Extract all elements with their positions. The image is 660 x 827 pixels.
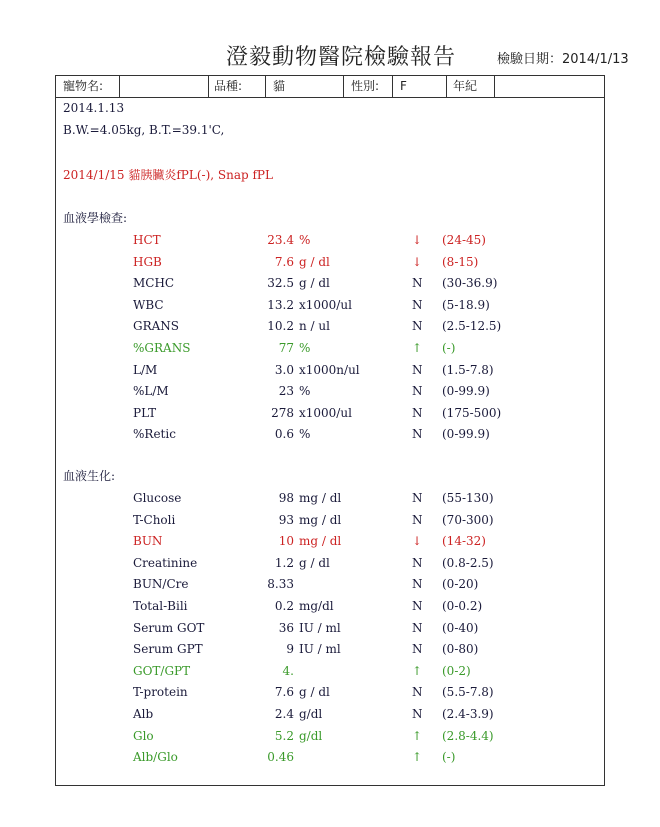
test-unit: x1000/ul: [299, 297, 352, 312]
test-name: %Retic: [133, 427, 176, 442]
result-flag: N: [412, 427, 423, 442]
test-name: T-Choli: [133, 512, 176, 527]
divider: [392, 76, 393, 97]
test-name: WBC: [133, 297, 164, 312]
reference-range: (-): [442, 750, 456, 765]
test-value: 0.6: [274, 427, 294, 442]
test-unit: g / dl: [299, 276, 330, 291]
test-value: 8.33: [267, 577, 294, 592]
result-flag: N: [412, 620, 423, 635]
report-date: 檢驗日期：2014/1/13: [497, 52, 629, 67]
pet-name-label: 寵物名:: [63, 79, 104, 93]
test-name: MCHC: [133, 276, 175, 291]
test-unit: IU / ml: [299, 620, 341, 635]
result-row: [56, 427, 604, 447]
reference-range: (30-36.9): [442, 276, 498, 291]
result-row: [56, 621, 604, 641]
test-value: 23: [278, 384, 294, 399]
vitals: B.W.=4.05kg, B.T.=39.1'C,: [63, 123, 225, 137]
reference-range: (5.5-7.8): [442, 685, 494, 700]
result-row: [56, 707, 604, 727]
result-flag: N: [412, 384, 423, 399]
result-row: [56, 406, 604, 426]
test-name: HGB: [133, 254, 162, 269]
result-row: [56, 233, 604, 253]
test-name: GRANS: [133, 319, 180, 334]
test-value: 4.: [282, 663, 294, 678]
breed-label: 品種:: [214, 79, 243, 93]
reference-range: (1.5-7.8): [442, 362, 494, 377]
test-name: T-protein: [133, 685, 188, 700]
result-row: [56, 319, 604, 339]
result-row: [56, 577, 604, 597]
result-flag: ↑: [412, 663, 423, 678]
divider: [119, 76, 120, 97]
result-flag: N: [412, 276, 423, 291]
result-row: [56, 664, 604, 684]
result-flag: ↓: [412, 254, 423, 269]
test-unit: x1000n/ul: [299, 362, 360, 377]
test-value: 10.2: [267, 319, 294, 334]
test-value: 13.2: [267, 297, 294, 312]
reference-range: (-): [442, 341, 456, 355]
divider: [208, 76, 209, 97]
reference-range: (0-40): [442, 620, 479, 635]
hematology-heading: 血液學檢查:: [63, 211, 128, 225]
test-value: 36: [278, 620, 294, 635]
result-row: [56, 729, 604, 749]
result-row: [56, 750, 604, 770]
test-name: Alb: [133, 707, 154, 721]
test-name: L/M: [133, 362, 158, 377]
test-unit: %: [299, 427, 311, 442]
test-name: GOT/GPT: [133, 663, 191, 678]
reference-range: (0-20): [442, 577, 479, 592]
result-flag: N: [412, 577, 423, 592]
result-flag: N: [412, 491, 423, 505]
test-name: HCT: [133, 233, 161, 247]
test-value: 7.6: [274, 685, 294, 700]
test-unit: mg/dl: [299, 599, 334, 613]
divider: [343, 76, 344, 97]
age-label: 年紀: [453, 79, 478, 93]
test-name: Glucose: [133, 491, 182, 505]
reference-range: (0-0.2): [442, 599, 483, 613]
test-value: 3.0: [274, 362, 294, 377]
test-name: Total-Bili: [133, 599, 188, 613]
reference-range: (0.8-2.5): [442, 555, 494, 570]
result-row: [56, 384, 604, 404]
result-flag: N: [412, 319, 423, 334]
reference-range: (0-80): [442, 642, 479, 657]
visit-date: 2014.1.13: [63, 101, 125, 115]
reference-range: (5-18.9): [442, 297, 490, 312]
test-name: Serum GOT: [133, 620, 205, 635]
test-unit: g/dl: [299, 707, 323, 721]
test-unit: %: [299, 233, 311, 247]
test-unit: mg / dl: [299, 534, 342, 549]
test-value: 10: [278, 534, 294, 549]
reference-range: (2.8-4.4): [442, 728, 494, 743]
reference-range: (0-2): [442, 663, 471, 678]
test-value: 98: [278, 491, 294, 505]
report-title: 澄毅動物醫院檢驗報告: [226, 45, 457, 70]
test-unit: g / dl: [299, 555, 330, 570]
test-name: %L/M: [133, 384, 169, 399]
sex-label: 性別:: [351, 79, 380, 93]
test-value: 7.6: [274, 254, 294, 269]
result-flag: ↑: [412, 728, 423, 743]
test-value: 5.2: [274, 728, 294, 743]
test-name: %GRANS: [133, 341, 191, 355]
result-row: [56, 513, 604, 533]
reference-range: (8-15): [442, 254, 479, 269]
test-unit: g / dl: [299, 685, 330, 700]
test-unit: mg / dl: [299, 512, 342, 527]
test-unit: g / dl: [299, 254, 330, 269]
result-row: [56, 491, 604, 511]
patient-header: [56, 76, 604, 98]
divider: [265, 76, 266, 97]
result-flag: N: [412, 707, 423, 721]
reference-range: (0-99.9): [442, 384, 490, 399]
result-flag: N: [412, 642, 423, 657]
test-value: 0.2: [274, 599, 294, 613]
reference-range: (14-32): [442, 534, 486, 549]
test-value: 93: [278, 512, 294, 527]
test-name: BUN/Cre: [133, 577, 189, 592]
result-flag: N: [412, 297, 423, 312]
test-value: 1.2: [274, 555, 294, 570]
result-row: [56, 685, 604, 705]
breed-value: 貓: [273, 79, 286, 93]
reference-range: (70-300): [442, 512, 494, 527]
test-unit: %: [299, 384, 311, 399]
divider: [494, 76, 495, 97]
result-row: [56, 599, 604, 619]
reference-range: (2.5-12.5): [442, 319, 502, 334]
test-name: Alb/Glo: [133, 750, 178, 765]
result-flag: N: [412, 599, 423, 613]
test-value: 9: [286, 642, 294, 657]
test-value: 278: [271, 405, 294, 420]
result-row: [56, 276, 604, 296]
test-value: 77: [278, 341, 294, 355]
reference-range: (24-45): [442, 233, 486, 247]
result-flag: ↓: [412, 233, 423, 247]
result-flag: ↑: [412, 341, 423, 355]
test-unit: %: [299, 341, 311, 355]
result-row: [56, 341, 604, 361]
reference-range: (2.4-3.9): [442, 707, 494, 721]
test-unit: mg / dl: [299, 491, 342, 505]
test-name: Creatinine: [133, 555, 198, 570]
result-row: [56, 642, 604, 662]
result-row: [56, 298, 604, 318]
result-flag: ↑: [412, 750, 423, 765]
reference-range: (175-500): [442, 405, 502, 420]
result-flag: N: [412, 362, 423, 377]
result-row: [56, 556, 604, 576]
test-name: BUN: [133, 534, 163, 549]
report-frame: [55, 75, 605, 786]
reference-range: (0-99.9): [442, 427, 490, 442]
result-flag: N: [412, 555, 423, 570]
test-name: PLT: [133, 405, 157, 420]
biochemistry-heading: 血液生化:: [63, 469, 116, 483]
fpl-note: 2014/1/15 貓胰臟炎fPL(-), Snap fPL: [63, 168, 273, 182]
result-row: [56, 255, 604, 275]
test-value: 0.46: [267, 750, 294, 765]
test-unit: n / ul: [299, 319, 330, 334]
divider: [446, 76, 447, 97]
test-unit: IU / ml: [299, 642, 341, 657]
result-row: [56, 363, 604, 383]
test-value: 2.4: [274, 707, 294, 721]
test-unit: g/dl: [299, 728, 323, 743]
test-value: 23.4: [267, 233, 294, 247]
result-row: [56, 534, 604, 554]
result-flag: N: [412, 685, 423, 700]
reference-range: (55-130): [442, 491, 494, 505]
test-name: Serum GPT: [133, 642, 203, 657]
test-name: Glo: [133, 728, 154, 743]
sex-value: F: [400, 79, 407, 93]
test-value: 32.5: [267, 276, 294, 291]
result-flag: N: [412, 512, 423, 527]
result-flag: ↓: [412, 534, 423, 549]
result-flag: N: [412, 405, 423, 420]
test-unit: x1000/ul: [299, 405, 352, 420]
